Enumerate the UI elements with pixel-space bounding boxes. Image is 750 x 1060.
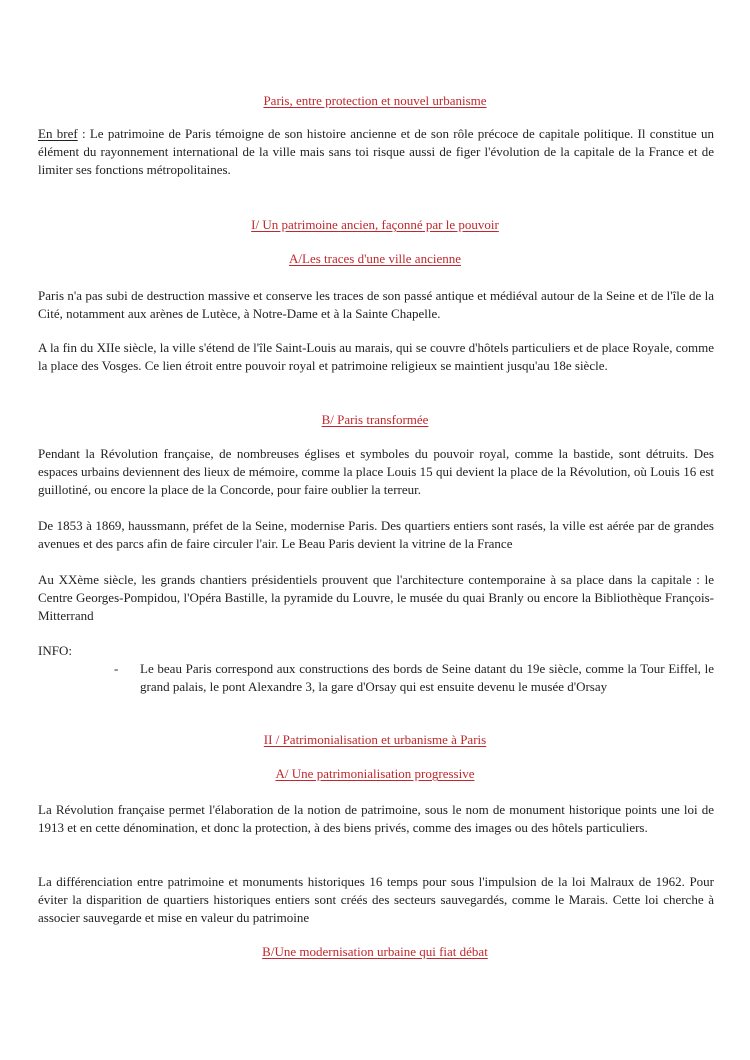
- intro-paragraph: [38, 125, 714, 179]
- part2-heading: II / Patrimonialisation et urbanisme à Paris: [263, 732, 487, 747]
- intro-label: En bref: [38, 126, 78, 141]
- part1-sectionA-paragraph-1: Paris n'a pas subi de destruction massive et conserve les traces de son passé antique et médiéval autour de la Seine et de l'île de la Cité, notamment aux arènes de Lutèce, à Notre-Dame et à la Sainte Chapelle.: [38, 288, 714, 321]
- part1-heading: I/ Un patrimoine ancien, façonné par le pouvoir: [251, 217, 499, 232]
- part2-sectionB-heading: B/Une modernisation urbaine qui fiat débat: [262, 944, 488, 959]
- part1-sectionA-heading: A/Les traces d'une ville ancienne: [289, 251, 461, 266]
- document-title: Paris, entre protection et nouvel urbanisme: [263, 93, 487, 108]
- part2-sectionA-paragraph-1: La Révolution française permet l'élaboration de la notion de patrimoine, sous le nom de monument historique points une loi de 1913 et en cette dénomination, et donc la protection, à des biens privés, comme des images ou des hôtels particuliers.: [38, 802, 714, 835]
- part1-sectionB-paragraph-1: Pendant la Révolution française, de nombreuses églises et symboles du pouvoir royal, comme la bastide, sont détruits. Des espaces urbains deviennent des lieux de mémoire, comme la place Louis 15 qui devient la place de la Révolution, où Louis 16 est guillotiné, ou encore la place de la Concorde, pour faire oublier la terreur.: [38, 446, 714, 497]
- part2-sectionA-paragraph-2: La différenciation entre patrimoine et monuments historiques 16 temps pour sous l'impulsion de la loi Malraux de 1962. Pour éviter la disparition de quartiers historiques entiers sont créés des secteurs sauvegardés, comme le Marais. Cette loi cherche à associer sauvegarde et mise en valeur du patrimoine: [38, 874, 714, 925]
- intro-text: : Le patrimoine de Paris témoigne de son histoire ancienne et de son rôle précoce de capitale politique. Il constitue un élément du rayonnement international de la ville mais sans toi risque aussi de figer l'évolution de la capitale de la France et de limiter ses fonctions métropolitaines.: [38, 126, 714, 177]
- info-bullet-item: [114, 660, 714, 696]
- part1-sectionB-heading: B/ Paris transformée: [321, 412, 429, 427]
- info-bullet-text: Le beau Paris correspond aux constructions des bords de Seine datant du 19e siècle, comme la Tour Eiffel, le grand palais, le pont Alexandre 3, la gare d'Orsay qui est ensuite devenu le musée d'Orsay: [140, 661, 714, 694]
- part1-sectionB-paragraph-3: Au XXème siècle, les grands chantiers présidentiels prouvent que l'architecture contemporaine à sa place dans la capitale : le Centre Georges-Pompidou, l'Opéra Bastille, la pyramide du Louvre, le musée du quai Branly ou encore la Bibliothèque François-Mitterrand: [38, 572, 714, 623]
- bullet-dash: -: [114, 661, 119, 676]
- part2-sectionA-heading: A/ Une patrimonialisation progressive: [275, 766, 475, 781]
- part1-sectionA-paragraph-2: A la fin du XIIe siècle, la ville s'étend de l'île Saint-Louis au marais, qui se couvre d'hôtels particuliers et de place Royale, comme la place des Vosges. Ce lien étroit entre pouvoir royal et patrimoine religieux se maintient jusqu'au 18e siècle.: [38, 340, 714, 373]
- part1-sectionB-paragraph-2: De 1853 à 1869, haussmann, préfet de la Seine, modernise Paris. Des quartiers entiers sont rasés, la ville est aérée par de grandes avenues et des parcs afin de faire circuler l'air. Le Beau Paris devient la vitrine de la France: [38, 518, 714, 551]
- info-label: INFO:: [38, 643, 72, 658]
